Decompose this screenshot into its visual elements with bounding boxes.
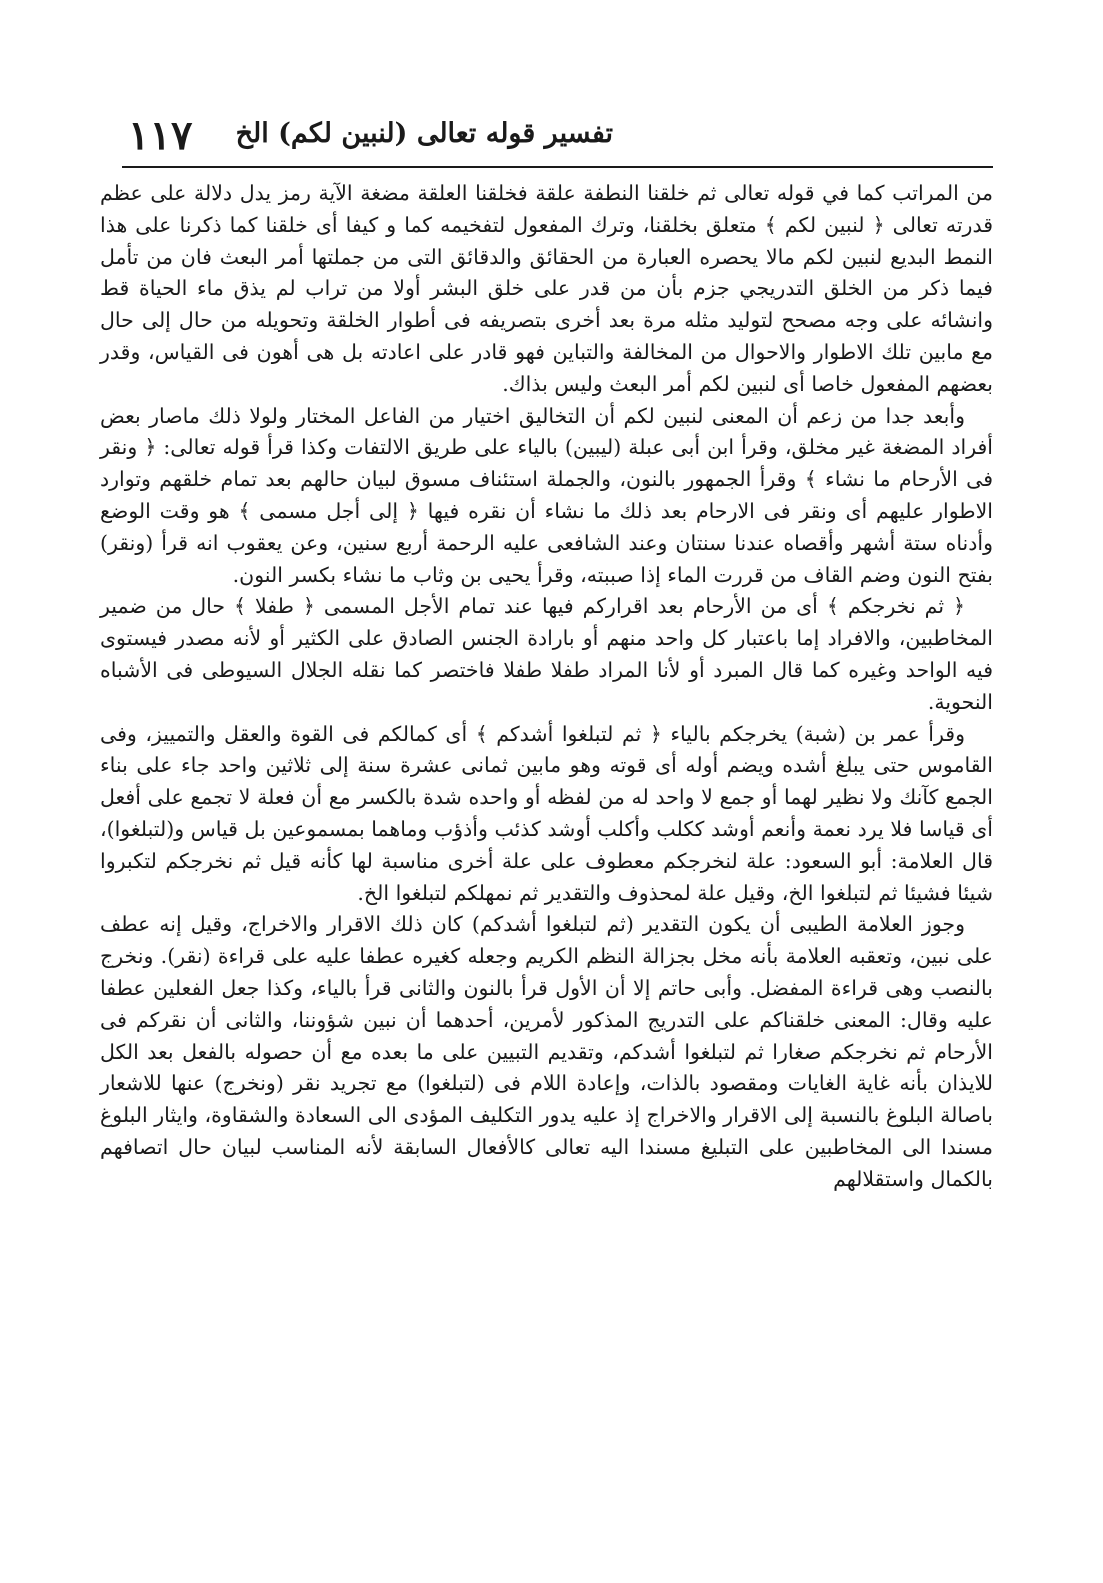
header-divider	[122, 166, 993, 168]
page-number: ١١٧	[128, 112, 193, 159]
paragraph: من المراتب كما في قوله تعالى ثم خلقنا النطفة علقة فخلقنا العلقة مضغة الآية رمز يدل دلالة على عظم قدرته تعالى ﴿ لنبين لكم ﴾ متعلق بخلقنا، وترك المفعول لتفخيمه كما و كيفا أى خلقنا كما ذكرنا على هذا النمط البديع لنبين لكم مالا يحصره العبارة من الحقائق والدقائق التى من جملتها أمر البعث فان من تأمل فيما ذكر من الخلق التدريجي جزم بأن من قدر على خلق البشر أولا من تراب لم يذق ماء الحياة قط وانشائه على وجه مصحح لتوليد مثله مرة بعد أخرى بتصريفه فى أطوار الخلقة وتحويله من حال إلى حال مع مابين تلك الاطوار والاحوال من المخالفة والتباين فهو قادر على اعادته بل هى أهون فى القياس، وقدر بعضهم المفعول خاصا أى لنبين لكم أمر البعث وليس بذاك.	[100, 181, 993, 396]
paragraph: وجوز العلامة الطيبى أن يكون التقدير (ثم لتبلغوا أشدكم) كان ذلك الاقرار والاخراج، وقيل إنه عطف على نبين، وتعقبه العلامة بأنه مخل بجزالة النظم الكريم وجعله كغيره عطفا عليه على قراءة (نقر). ونخرج بالنصب وهى قراءة المفضل. وأبى حاتم إلا أن الأول قرأ بالنون والثانى قرأ بالياء، وكذا جعل الفعلين عطفا عليه وقال: المعنى خلقناكم على التدريج المذكور لأمرين، أحدهما أن نبين شؤوننا، والثانى أن نقركم فى الأرحام ثم نخرجكم صغارا ثم لتبلغوا أشدكم، وتقديم التبيين على ما بعده مع أن حصوله بالفعل بعد الكل للايذان بأنه غاية الغايات ومقصود بالذات، وإعادة اللام فى (لتبلغوا) مع تجريد نقر (ونخرج) عنها للاشعار باصالة البلوغ بالنسبة إلى الاقرار والاخراج إذ عليه يدور التكليف المؤدى الى السعادة والشقاوة، وايثار البلوغ مسندا الى المخاطبين على التبليغ مسندا اليه تعالى كالأفعال السابقة لأنه المناسب لبيان حال اتصافهم بالكمال واستقلالهم	[100, 912, 993, 1191]
paragraph: ﴿ ثم نخرجكم ﴾ أى من الأرحام بعد اقراركم فيها عند تمام الأجل المسمى ﴿ طفلا ﴾ حال من ضمير المخاطبين، والافراد إما باعتبار كل واحد منهم أو بارادة الجنس الصادق على الكثير أو لأنه مصدر فيستوى فيه الواحد وغيره كما قال المبرد أو لأنا المراد طفلا طفلا فاختصر كما نقله الجلال السيوطى فى الأشباه النحوية.	[100, 594, 993, 714]
page-header	[100, 112, 993, 168]
paragraph: وأبعد جدا من زعم أن المعنى لنبين لكم أن التخاليق اختيار من الفاعل المختار ولولا ذلك ماصار بعض أفراد المضغة غير مخلق، وقرأ ابن أبى عبلة (ليبين) بالياء على طريق الالتفات وكذا قرأ قوله تعالى: ﴿ ونقر فى الأرحام ما نشاء ﴾ وقرأ الجمهور بالنون، والجملة استئناف مسوق لبيان حالهم بعد تمام خلقهم وتوارد الاطوار عليهم أى ونقر فى الارحام بعد ذلك ما نشاء أن نقره فيها ﴿ إلى أجل مسمى ﴾ هو وقت الوضع وأدناه ستة أشهر وأقصاه عندنا سنتان وعند الشافعى عليه الرحمة أربع سنين، وعن يعقوب انه قرأ (ونقر) بفتح النون وضم القاف من قررت الماء إذا صببته، وقرأ يحيى بن وثاب ما نشاء بكسر النون.	[100, 403, 993, 587]
running-title: تفسير قوله تعالى (لنبين لكم) الخ	[235, 118, 613, 149]
paragraph: وقرأ عمر بن (شبة) يخرجكم بالياء ﴿ ثم لتبلغوا أشدكم ﴾ أى كمالكم فى القوة والعقل والتمييز، وفى القاموس حتى يبلغ أشده ويضم أوله أى قوته وهو مابين ثمانى عشرة سنة إلى ثلاثين واحد جاء على بناء الجمع كآنك ولا نظير لهما أو جمع لا واحد له من لفظه أو واحده شدة بالكسر مع أن فعلة لا تجمع على أفعل أى قياسا فلا يرد نعمة وأنعم أوشد ككلب وأكلب أوشد كذئب وأذؤب وماهما بمسموعين بل قياس و(لتبلغوا)، قال العلامة: أبو السعود: علة لنخرجكم معطوف على علة أخرى مناسبة لها كأنه قيل ثم نخرجكم لتكبروا شيئا فشيئا ثم لتبلغوا الخ، وقيل علة لمحذوف والتقدير ثم نمهلكم لتبلغوا الخ.	[100, 721, 994, 905]
page-body	[100, 178, 993, 1196]
